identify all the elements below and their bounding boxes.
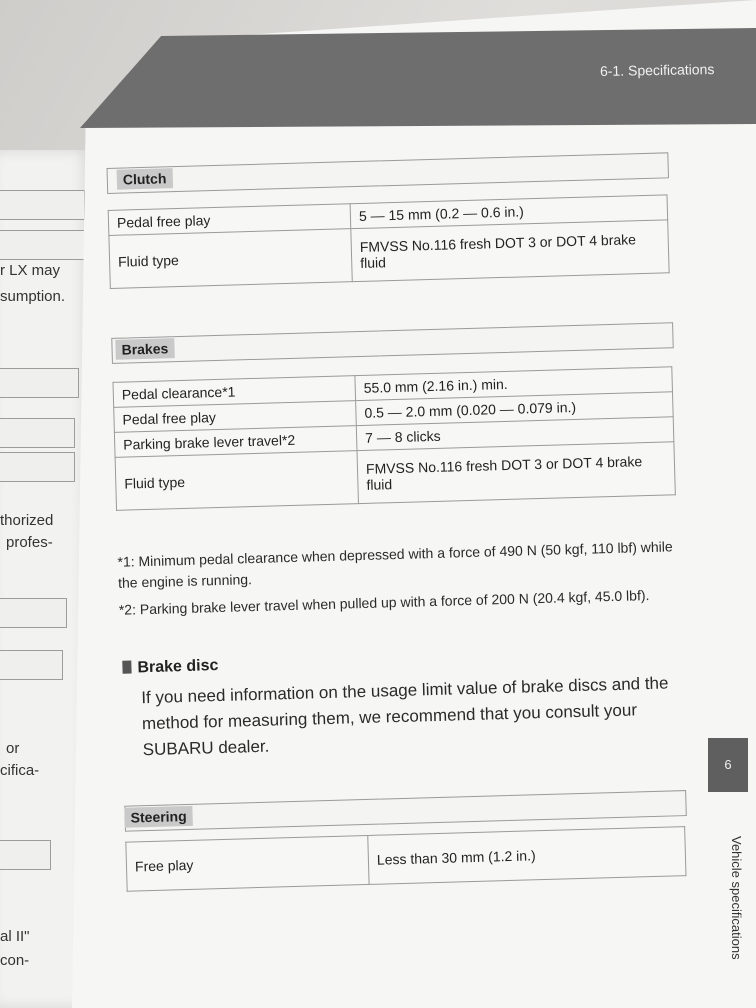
steering-section-bar	[124, 790, 687, 832]
clutch-section-bar	[107, 152, 670, 194]
brake-disc-title: Brake disc	[137, 657, 219, 677]
left-page-fragment: or	[6, 740, 20, 757]
footnote-2: *2: Parking brake lever travel when pulled up with a force of 200 N (20.4 kgf, 45.0 lbf).	[118, 587, 650, 618]
left-page-box	[0, 650, 63, 680]
brake-disc-heading	[122, 657, 218, 678]
brakes-value-pedal-clearance: 55.0 mm (2.16 in.) min.	[355, 367, 673, 401]
brakes-value-pedal-free-play: 0.5 — 2.0 mm (0.020 — 0.079 in.)	[356, 392, 674, 426]
table-row	[126, 827, 686, 892]
brakes-label-fluid-type: Fluid type	[115, 451, 358, 511]
left-page-fragment: cifica-	[0, 762, 40, 779]
chapter-tab: 6	[708, 738, 748, 792]
left-page-box	[0, 368, 79, 398]
left-page-fragment: profes-	[6, 534, 53, 551]
left-page-fragment: r LX may	[0, 262, 61, 279]
clutch-label-fluid-type: Fluid type	[109, 229, 352, 289]
brakes-value-parking-brake: 7 — 8 clicks	[356, 417, 674, 451]
left-page-box	[0, 418, 75, 448]
left-page-fragment: con-	[0, 952, 30, 969]
clutch-label-pedal-free-play: Pedal free play	[108, 204, 351, 236]
brakes-label-pedal-free-play: Pedal free play	[114, 401, 357, 433]
left-page-box	[0, 190, 85, 220]
left-page-box	[0, 840, 51, 870]
left-page-box	[0, 452, 75, 482]
left-page-fragment: thorized	[0, 512, 54, 529]
left-page-box	[0, 230, 85, 260]
brakes-table	[112, 366, 675, 511]
spec-content	[106, 134, 698, 950]
steering-section-title: Steering	[124, 806, 193, 828]
square-bullet-icon	[122, 660, 131, 673]
left-page-box	[0, 598, 67, 628]
steering-label-free-play: Free play	[126, 835, 369, 891]
left-page-fragment: sumption.	[0, 288, 66, 305]
left-page-fragment: al II"	[0, 928, 30, 945]
page-header-title: 6-1. Specifications	[599, 61, 715, 79]
steering-value-free-play: Less than 30 mm (1.2 in.)	[368, 827, 686, 885]
clutch-table	[108, 194, 670, 289]
clutch-value-pedal-free-play: 5 — 15 mm (0.2 — 0.6 in.)	[350, 195, 668, 229]
brakes-label-parking-brake: Parking brake lever travel*2	[114, 426, 357, 458]
brake-disc-text: If you need information on the usage limit value of brake discs and the method for measuring them, we recommend that you consult your SUBARU dealer.	[141, 673, 669, 760]
clutch-section-title: Clutch	[117, 168, 173, 190]
brakes-value-fluid-type: FMVSS No.116 fresh DOT 3 or DOT 4 brake fluid	[357, 442, 675, 504]
brakes-section-bar	[111, 322, 674, 364]
brakes-section-title: Brakes	[115, 338, 174, 360]
brakes-label-pedal-clearance: Pedal clearance*1	[113, 376, 356, 408]
footnote-1: *1: Minimum pedal clearance when depressed with a force of 490 N (50 kgf, 110 lbf) while the engine is running.	[117, 538, 673, 591]
clutch-value-fluid-type: FMVSS No.116 fresh DOT 3 or DOT 4 brake fluid	[351, 220, 669, 282]
steering-table	[125, 826, 686, 892]
chapter-side-label: Vehicle specifications	[729, 836, 744, 960]
